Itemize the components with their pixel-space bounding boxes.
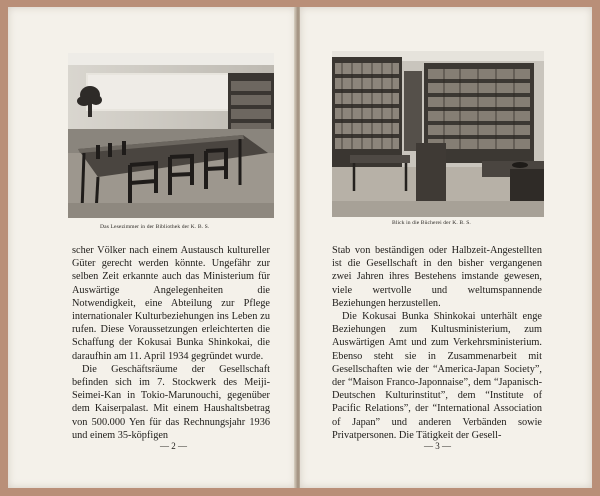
paragraph: Die Geschäftsräume der Gesellschaft befinden sich im 7. Stockwerk des Meiji-Seimei-Kan in Tokio-Marunouchi, gegenüber dem Kaiserpalast. Mit einem Haushaltsbetrag von 500.000 Yen für das Rechnungsjahr 1936 und einem 35-köpfigen (72, 363, 270, 441)
page-text (332, 244, 542, 442)
photo-caption: Blick in die Bücherei der K. B. S. (392, 220, 471, 226)
photo-caption: Das Lesezimmer in der Bibliothek der K. B. S. (100, 224, 210, 230)
paragraph: Die Kokusai Bunka Shinkokai unterhält enge Beziehungen zum Kultusministerium, zum Auswärtigen Amt und zum Verkehrsministerium. Ebenso steht sie in Zusammenarbeit mit Gesellschaften wie der “America-Japan Society”, der “Maison Franco-Japonnaise”, dem “Japanisch-Deutschen Kulturinstitut”, dem “Institute of Pacific Relations”, der “International Association of Japan” und anderen Verbänden sowie Privatpersonen. Die Tätigkeit der Gesell- (332, 311, 542, 441)
paragraph: scher Völker nach einem Austausch kultureller Güter gerecht werden könnte. Ungefähr zur selben Zeit erkannte auch das Ministerium für Auswärtige Angelegenheiten die Notwendigkeit, eine Abteilung zur Pflege internationaler Kulturbeziehungen ins Leben zu rufen. Diese Voraussetzungen erleichterten die Schaffung der Kokusai Bunka Shinkokai, die daraufhin am 11. April 1934 gegründet wurde. (72, 245, 270, 362)
right-page (300, 7, 592, 488)
left-page (8, 7, 296, 488)
library-photo (332, 51, 544, 217)
page-number: — 3 — (424, 441, 451, 451)
page-number: — 2 — (160, 441, 187, 451)
paragraph: Stab von beständigen oder Halbzeit-Angestellten ist die Gesellschaft in den bisher vergangenen zwei Jahren ihres Bestehens imstande gewesen, viele wertvolle und weltumspannende Beziehungen herzustellen. (332, 245, 542, 309)
page-text (72, 244, 270, 442)
book-spread (8, 7, 592, 488)
reading-room-photo (68, 53, 274, 218)
